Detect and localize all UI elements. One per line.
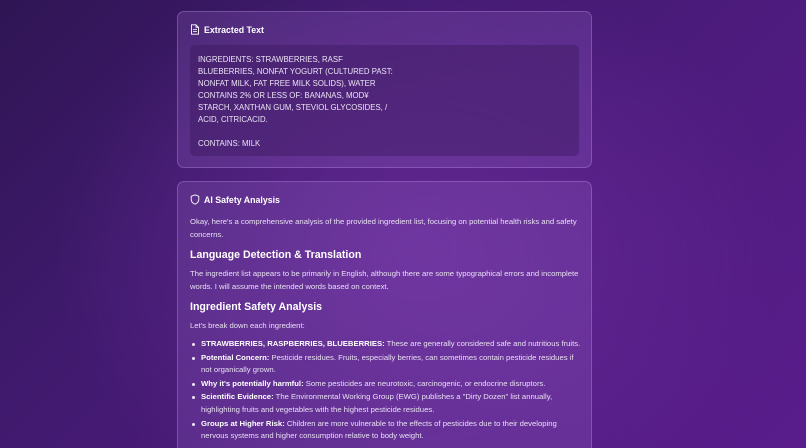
extracted-text-title: Extracted Text [204, 24, 264, 35]
extracted-text-box [190, 45, 579, 156]
list-item [190, 418, 582, 443]
extracted-line: CONTAINS: MILK [198, 139, 261, 148]
list-item [190, 352, 582, 377]
extracted-text-card [177, 11, 592, 168]
extracted-line: NONFAT MILK, FAT FREE MILK SOLIDS), WATER [198, 79, 376, 88]
section-heading-language: Language Detection & Translation [190, 249, 362, 262]
extracted-text-header [190, 24, 264, 35]
point-label: Groups at Higher Risk: [201, 418, 285, 428]
section-heading-safety: Ingredient Safety Analysis [190, 301, 323, 314]
extracted-line: ACID, CITRICACID. [198, 115, 268, 124]
point-label: Why it's potentially harmful: [201, 378, 304, 388]
point-label: Scientific Evidence: [201, 392, 274, 402]
extracted-line: INGREDIENTS: STRAWBERRIES, RASF [198, 55, 343, 64]
analysis-content [190, 216, 582, 443]
extracted-line: BLUEBERRIES, NONFAT YOGURT (CULTURED PAST: [198, 67, 393, 76]
list-item [190, 338, 582, 351]
document-icon [190, 24, 200, 35]
extracted-line: CONTAINS 2% OR LESS OF: BANANAS, MOD¥ [198, 91, 369, 100]
point-label: STRAWBERRIES, RASPBERRIES, BLUEBERRIES: [201, 338, 385, 348]
list-item [190, 391, 582, 416]
point-text: The Environmental Working Group (EWG) publishes a "Dirty Dozen" list annually, highlighting fruits and vegetables with the highest pesticide residues. [201, 392, 553, 414]
analysis-intro: Okay, here's a comprehensive analysis of the provided ingredient list, focusing on potential health risks and safety concerns. [190, 217, 577, 239]
section-intro-safety: Let's break down each ingredient: [190, 321, 305, 331]
ai-safety-analysis-card [177, 181, 592, 448]
point-text: Some pesticides are neurotoxic, carcinogenic, or endocrine disruptors. [303, 378, 546, 388]
point-text: These are generally considered safe and nutritious fruits. [384, 338, 581, 348]
section-text-language: The ingredient list appears to be primarily in English, although there are some typographical errors and incomplete words. I will assume the intended words based on context. [190, 269, 579, 291]
ai-safety-analysis-title: AI Safety Analysis [204, 194, 280, 205]
point-text: Pesticide residues. Fruits, especially berries, can sometimes contain pesticide residues if not organically grown. [201, 352, 574, 375]
extracted-line [198, 126, 571, 138]
ingredient-points-list [190, 338, 582, 443]
ai-safety-analysis-header [190, 194, 280, 205]
extracted-line: STARCH, XANTHAN GUM, STEVIOL GLYCOSIDES, / [198, 103, 388, 112]
shield-icon [190, 194, 200, 205]
point-label: Potential Concern: [201, 352, 270, 362]
list-item [190, 378, 582, 391]
point-text: Children are more vulnerable to the effects of pesticides due to their developing nervous systems and higher consumption relative to body weight. [201, 418, 557, 441]
